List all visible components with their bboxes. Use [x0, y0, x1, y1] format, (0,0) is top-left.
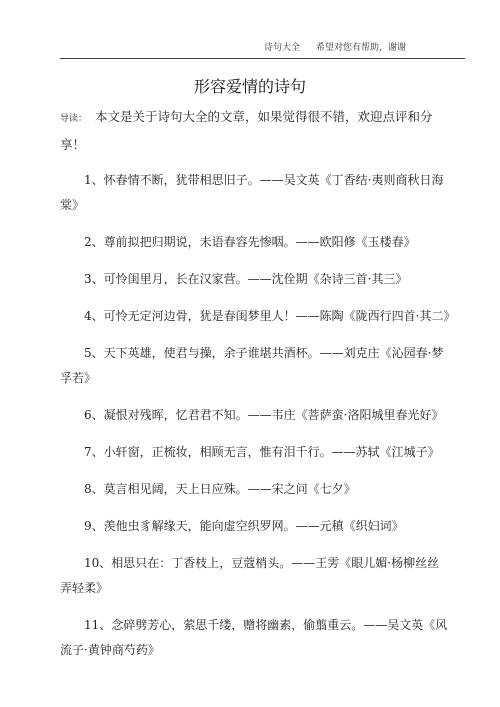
poem-item-9: 9、羡他虫豸解缘天，能向虚空织罗网。——元稹《织妇词》 — [84, 519, 404, 533]
poem-item-5: 5、天下英雄，使君与操，余子谁堪共酒杯。——刘克庄《沁园春·梦孚若》 — [60, 346, 444, 385]
poem-item-4: 4、可怜无定河边骨，犹是春闺梦里人！——陈陶《陇西行四首·其二》 — [84, 309, 456, 323]
intro-lead: 导读： — [60, 114, 88, 124]
poem-item-1: 1、怀春情不断，犹带相思旧子。——吴文英《丁香结·夷则商秋日海棠》 — [60, 173, 444, 212]
poem-item-10: 10、相思只在：丁香枝上，豆蔻梢头。——王雱《眼儿媚·杨柳丝丝弄轻柔》 — [60, 556, 440, 595]
page-header — [264, 40, 406, 53]
header-left: 诗句大全 — [264, 43, 301, 53]
header-rule — [60, 58, 465, 59]
poem-item-7: 7、小轩窗，正梳妆，相顾无言，惟有泪千行。——苏轼《江城子》 — [84, 445, 440, 459]
poem-item-6: 6、凝恨对残晖，忆君君不知。——韦庄《菩萨蛮·洛阳城里春光好》 — [84, 408, 444, 422]
header-right: 希望对您有帮助，谢谢 — [316, 43, 407, 53]
intro-text: 本文是关于诗句大全的文章，如果觉得很不错，欢迎点评和分享！ — [60, 109, 433, 152]
poem-item-3: 3、可怜闺里月，长在汉家营。——沈佺期《杂诗三首·其三》 — [84, 272, 408, 286]
intro-paragraph — [60, 104, 450, 157]
poem-list — [60, 156, 456, 668]
page-title: 形容爱情的诗句 — [193, 77, 306, 96]
poem-item-11: 11、念碎劈芳心，萦思千缕，赠将幽素，偷翦重云。——吴文英《风流子·黄钟商芍药》 — [60, 618, 448, 657]
poem-item-8: 8、莫言相见阔，天上日应殊。——宋之问《七夕》 — [84, 482, 356, 496]
poem-item-2: 2、尊前拟把归期说，未语春容先惨咽。——欧阳修《玉楼春》 — [84, 235, 416, 249]
